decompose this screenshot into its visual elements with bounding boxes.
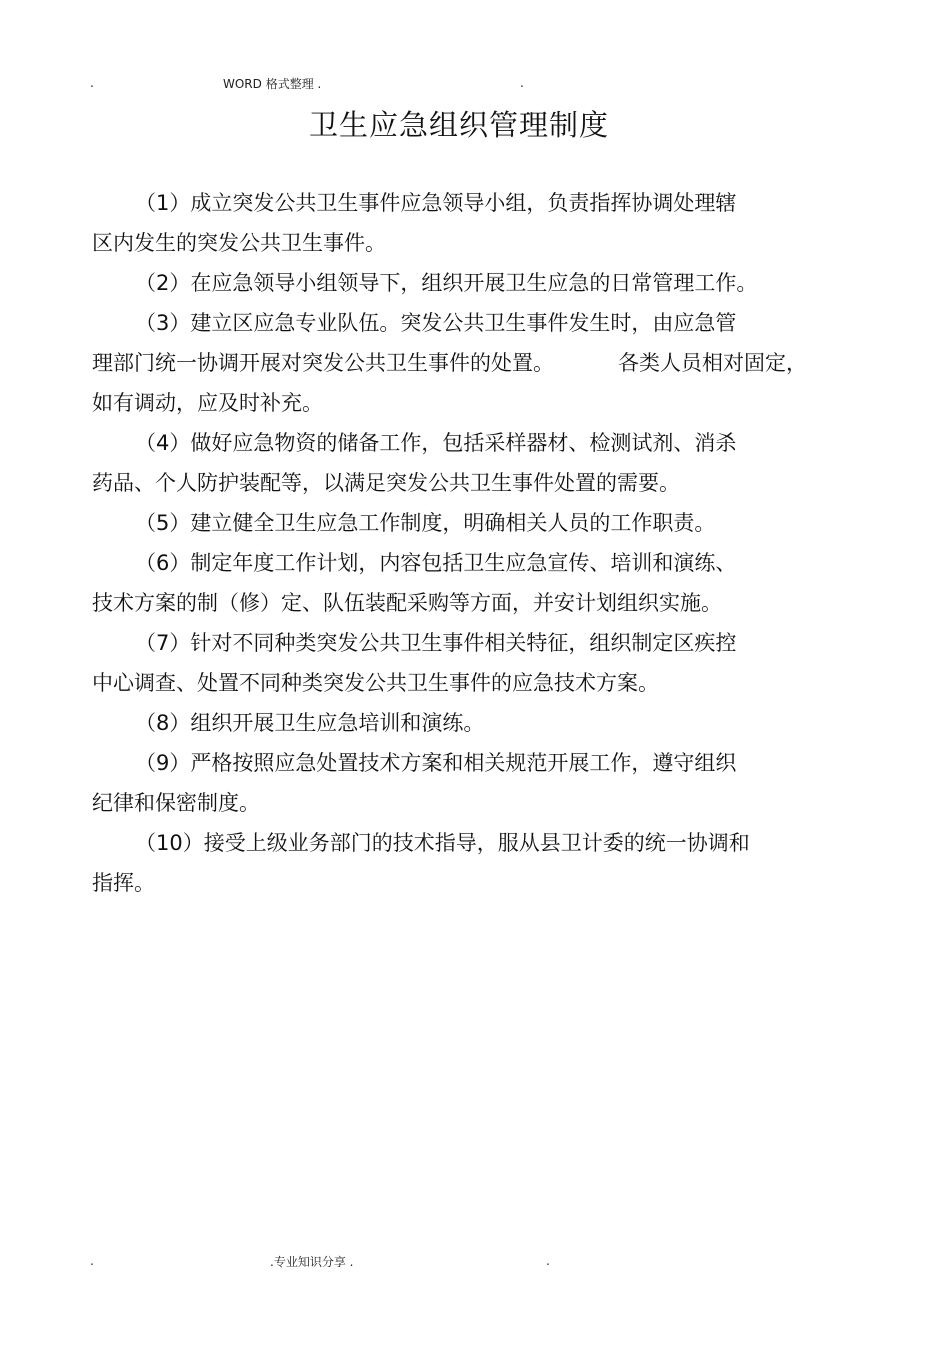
paragraph-segment: 理部门统一协调开展对突发公共卫生事件的处置。: [92, 351, 554, 375]
paragraph-line: （1）成立突发公共卫生事件应急领导小组，负责指挥协调处理辖: [135, 191, 737, 215]
paragraph-line: 指挥。: [92, 871, 155, 895]
document-title: 卫生应急组织管理制度: [308, 108, 609, 142]
paragraph-line: 区内发生的突发公共卫生事件。: [92, 231, 386, 255]
paragraph-line: （7）针对不同种类突发公共卫生事件相关特征，组织制定区疾控: [135, 631, 737, 655]
paragraph-line: （4）做好应急物资的储备工作，包括采样器材、检测试剂、消杀: [135, 431, 737, 455]
paragraph-line: （10）接受上级业务部门的技术指导，服从县卫计委的统一协调和: [135, 831, 750, 855]
paragraph-line: 纪律和保密制度。: [92, 791, 260, 815]
paragraph-line: （3）建立区应急专业队伍。突发公共卫生事件发生时，由应急管: [135, 311, 737, 335]
paragraph-line: 技术方案的制（修）定、队伍装配采购等方面，并安计划组织实施。: [92, 591, 722, 615]
header-text: WORD 格式整理 .: [223, 77, 322, 91]
footer-dot-left: .: [90, 1254, 94, 1268]
paragraph-line: （6）制定年度工作计划，内容包括卫生应急宣传、培训和演练、: [135, 551, 737, 575]
footer-dot-right: .: [546, 1254, 550, 1268]
header-dot-left: .: [90, 76, 94, 90]
header-dot-right: .: [520, 76, 524, 90]
paragraph-line: （8）组织开展卫生应急培训和演练。: [135, 711, 485, 735]
paragraph-line: 中心调查、处置不同种类突发公共卫生事件的应急技术方案。: [92, 671, 659, 695]
paragraph-line: （2）在应急领导小组领导下，组织开展卫生应急的日常管理工作。: [135, 271, 758, 295]
paragraph-line: 药品、个人防护装配等，以满足突发公共卫生事件处置的需要。: [92, 471, 680, 495]
paragraph-line: （5）建立健全卫生应急工作制度，明确相关人员的工作职责。: [135, 511, 716, 535]
paragraph-line: （9）严格按照应急处置技术方案和相关规范开展工作，遵守组织: [135, 751, 737, 775]
paragraph-line: [92, 353, 807, 374]
paragraph-line: 如有调动，应及时补充。: [92, 391, 323, 415]
paragraph-segment: 各类人员相对固定，: [618, 351, 807, 375]
footer-text: .专业知识分享 .: [270, 1255, 354, 1269]
